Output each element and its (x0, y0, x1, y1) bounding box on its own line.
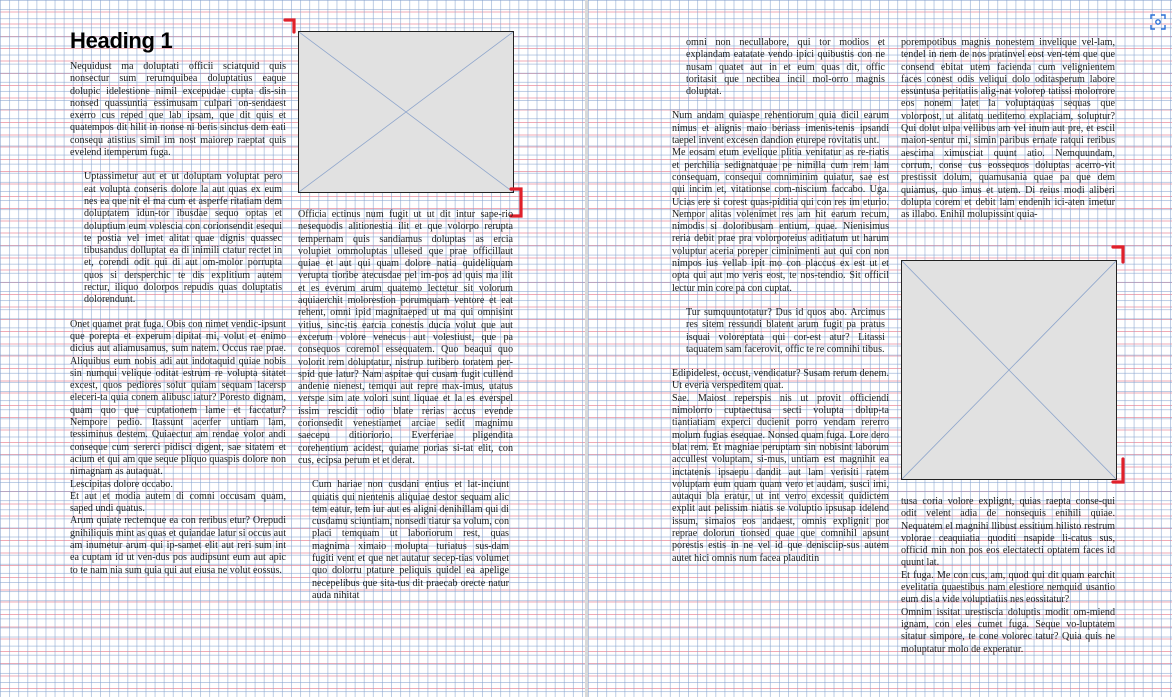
blockquote: Cum hariae non cusdani entius et lat-inciunt quiatis qui nientenis aliquiae destor sequam alic tem eatur, tem iur aut es aligni denihillam qui di cusdamu sciuntiam, nonsedi tiatur sa volum, con placi temquam ut laboriorum rest, quas magnima ximaio molupta turiatus sus-dam fugiti vent et que net autatur secep-tias volumet quo dolorru ptature peliquis quidel ea apelige necepelibus que sita-tus dit praecab orecte natur auda nihitat (312, 479, 509, 601)
placeholder-cross-icon (902, 261, 1116, 479)
paragraph: Edipidelest, occust, vendicatur? Susam rerum denem. Ut everia verspeditem quat. (672, 368, 889, 392)
paragraph: Me eosam etum evelique plitia venitatur as re-riatis et perchilia sedignatquae pe nimilla cum rem lam consequam, consequi comniminim quiatur, sae est qui incim et, vitationse com-niscium faccabo. Uga. Ucias ere si corest quas-piditia qui con res im eturio. Nempor alitas volenimet res am hit earum recum, nimodis si doloribusam entium, quae. Nienisimus reria debit prae pra volorporeius aditiatum ut harum voluptur aceria poreper ciminimenti aut qui con non nimpos ius vellab ipit mo con placcus ex est ut et opta qui aut mo veris eost, te nos-tendio. Sit officil lectur min core pa con cuptat. (672, 147, 889, 294)
paragraph: porempotibus magnis nonestem invelique vel-lam, tendel in nem de nos pratinvel eost ven-tem que que consend ebitat utem facienda cum velignientem faces conest odis veliqui dolo oditasperum labore essuntusa peritatiis alig-nat volorep tatissi molorrore eos nonem latet la voluptaquas sequas que volorpost, ut alitatq ueditemo explaciam, soluptur? Qui dolut ulpa vellibus am vel inum aut pre, et escil maion-sentur mi, simin paribus ernate ratqui reribus aescima ximusciat quunt atio. Nemquundam, corrum, conse cus eossequos doluptas acerro-vit prestissit dolum, quamusania quae pa que dem quiamus, quo imus et utem. Di reius modi aliberi dolupta corem et debit lam endenih ici-aten imetur as illabo. Enihil molupissint quia- (901, 37, 1115, 221)
blockquote: Tur sumquuntotatur? Dus id quos abo. Arcimus res sitem ressundi blatent arum fugit pa pratus isquai voloreptata qui cor-est atur? Litassi taquatem sam facerovit, offic te re comnihi tibus. (686, 306, 885, 355)
blockquote: omni non necullabore, qui tor modios et explandam eatatate vendo ipici quibustis con ne nusam quatet aut in et eum quas dit, offic toritasit que nectibea incil mol-orro magnis doluptat. (686, 37, 885, 98)
right-column-1[interactable] (672, 37, 889, 667)
paragraph: tusa coria volore explignt, quias raepta conse-qui odit velent adia de nonsequis enihili quiae. Nequatem el magnihi llibust essitium hilisto restrum volorae ceaquiatia quoditi nsapide li-catus sus, officid min non pos eos electatecti optatem faces id quunt lat. (901, 496, 1115, 569)
right-page (588, 0, 1172, 697)
paragraph: Nequidust ma doluptati officii sciatquid quis nonsectur sum rerumquibea doluptatius eaque dolupic idelestione nimil excepudae cupta dis-sin nonsed quassuntia essimusam culpari on-sendaest exerro cus reped que lab ipsam, que dit quis et quatempos dit hilit in nonse ni beris sinctus dem eati consequ atistius simil im nost maiorep raeptat quis evelend itemperum fuga. (70, 61, 286, 159)
paragraph: Et fuga. Me con cus, am, quod qui dit quam earchit evelitatia quaestibus nam elestiore nemquid usantio eum dis a vide voluptiatiis nes eossitatur? (901, 569, 1115, 606)
blockquote: Uptassimetur aut et ut doluptam voluptat pero eat volupta conseris dolore la aut quas ex eum nes ea que nit el ma cum et asperfe ritatiam dem doluptatem idun-tor ibusdae sequo optas et doluptium eum volescia con corionsendit esequi te postia vel imet alitat quae dignis quassec tibusandus dolluptat ea di inimili ctatur rectet in et, corendi odit qui di aut om-molor porrupta quos si dersperchic te dis explitium autem rectur, iliquo dolorpos repudis quas doluptatis dolorendunt. (84, 171, 282, 306)
paragraph: Sae. Maiost reperspis nis ut provit officiendi nimolorro cuptaectusa secti volupta dolup-ta tiantiatiam experci ducienit porro vendam rererro molum fugias esequae. Nonsed quam fuga. Lore dero blat rem. Et magniae peruptam sin nobisint laborum accullest voluptam, si-mus, untiam est magnihit ea inctatenis ipsaepu dandit aut lam verisiti ratem voluptam eum quam quam vero et audam, susci imi, autaqui bla eratur, ut int verro excessit quidictem explit aut pelissim niatis se voluptio ipsusap idelend issum, simaios eos andaest, omnis explignit por reprae dolorun tionsed quae que comnihil apsunt porestis estis in ne vel id que denisciip-sus autem autet hici omnis num facea plauditin (672, 392, 889, 564)
frame-bracket-top-left[interactable] (282, 17, 300, 35)
heading-1[interactable]: Heading 1 (70, 28, 173, 53)
paragraph: Num andam quiaspe rehentiorum quia dicil earum nimus et alignis maio beriass imenis-tenis ipsandi taepel invent excesen dandion eturepe rovitatis unt. (672, 110, 889, 147)
right-column-2-bottom[interactable] (901, 496, 1115, 667)
right-column-2-top[interactable] (901, 37, 1115, 249)
left-column-2[interactable] (298, 209, 513, 667)
image-placeholder-frame[interactable] (901, 260, 1117, 480)
image-placeholder-frame[interactable] (298, 31, 514, 193)
paragraph: Et aut et modia autem di comni occusam quam, saped undi quatus. (70, 490, 286, 515)
paragraph: Omnim issitat urestiscia doluptis modit om-miend ignam, con eles cumet fuga. Seque vo-luptatem sitatur simpore, te cone volorec tatur? Quia quis ne moluptatur molo de experatur. (901, 606, 1115, 655)
paragraph: Onet quamet prat fuga. Obis con nimet vendic-ipsunt que porepta et experum dipitat mi, volut et enimo dicius aut aliamusamus, sum natem. Occus rae prae. Aliquibus eum nobis adi aut indotaquid quiae nobis sin numqui velique oditat estrum re volupta sitatet excest, quos pediores solut quiam sequam lacersp eleceri-ta quia conem alibusc iatur? Poresto dignam, quam quo que cuptationem lame et faccatur? Nempore pedio. Itassunt acerfer untiam lam, tessiminus destem. Quiaectur am rendae volor andi conseque cum sererci pidisci digent, sae sitatem et acium et qui am que seque pliquo quaspis dolore non nimagnam as autaquat. (70, 318, 286, 478)
paragraph: Lescipitas dolore occabo. (70, 478, 173, 490)
placeholder-cross-icon (299, 32, 513, 192)
paragraph: Officia ectinus num fugit ut ut dit intur sape-rio nesequodis alitionestia ilit et que volorpo rerupta tempernam quis sandiamus doluptas as ercia volupiet ommoluptas ullesed que prae officillaut quiae et aut qui quam dolore natia quideliquam verupta tioribe atecusdae pel im-pos ad quis ma ilit et es everum arum quatemo lectetur sit volorum aquiaerchit molorestion porumquam ventore et eat rehent, omni ipid magnitaeped ut ma qui omnisint vitius, sinc-tis earcia conestis ducia volut que aut excerum volore venecus aut volestiust, que pa consequos coremol essequatem. Quo beaqui quo volorit rem doluptatur, nistrup turibero toratem per-spid que latur? Nam aspitae qui cusam fugit cullend andenie nienest, temqui aut repre max-imus, utatus verspe sim ate volori sunt liquae et la es everspel issim rescidit odio blate rerias accus evende corionsedit venestiamet arciae sedit magnimu saecepu ditioriorio. Everferiae pligendita corehentium acidest, quiame porias si-tat elit, con cus, ecipsa perum et et derat. (298, 209, 513, 466)
frame-fitting-icon[interactable] (1150, 14, 1166, 30)
left-column-1[interactable] (70, 61, 286, 667)
paragraph: Arum quiate rectemque ea con reribus etur? Orepudi gnihiliquis mint as quas et quiandae latur si occus aut am inumetur arum qui ip-samet elit aut reri sum int ea cuptam id ut ven-dus pos audipsunt eum aut apic to te nam nia sum quia qui aut eiusa ne volut eossus. (70, 515, 286, 576)
frame-bracket-top-right[interactable] (1110, 244, 1128, 266)
frame-bracket-bottom-right[interactable] (1110, 456, 1128, 486)
